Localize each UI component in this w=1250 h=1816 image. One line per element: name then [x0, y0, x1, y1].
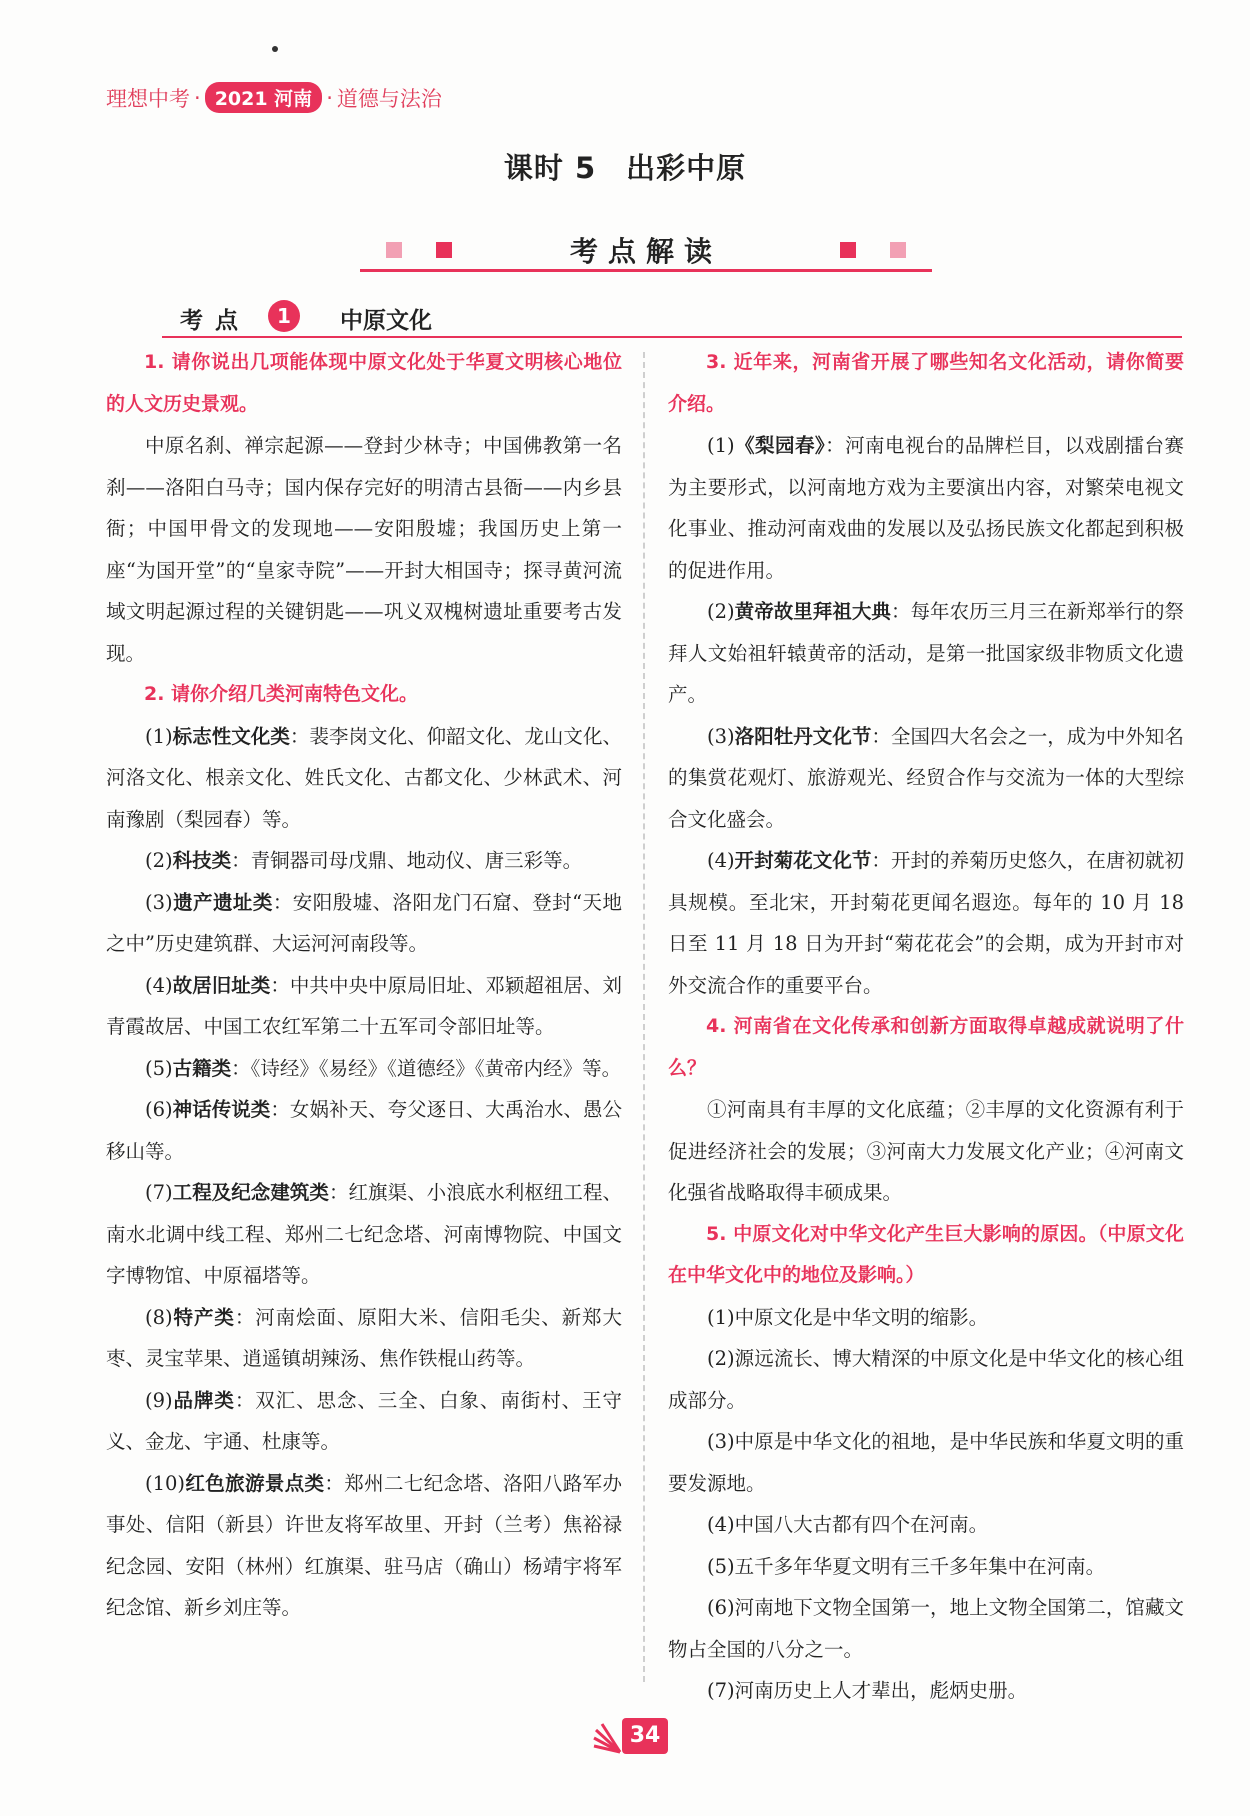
item-label: 红色旅游景点类 — [185, 1471, 325, 1495]
item-label: 工程及纪念建筑类 — [172, 1181, 329, 1204]
item-text: ：郑州二七纪念塔、洛阳八路军办事处、信阳（新县）许世友将军故里、开封（兰考）焦裕禄纪念园、安阳（林州）红旗渠、驻马店（确山）杨靖宇将军纪念馆、新乡刘庄等。 — [106, 1471, 622, 1619]
item-number: (1) — [707, 434, 735, 457]
page-number-box: 34 — [622, 1718, 668, 1754]
item-label: 遗产遗址类 — [172, 890, 273, 914]
decor-square — [840, 242, 856, 258]
list-item: (1)中原文化是中华文明的缩影。 — [707, 1305, 989, 1329]
question-2: 2. 请你介绍几类河南特色文化。 — [144, 683, 419, 705]
list-item — [106, 1380, 622, 1463]
answer-3-list — [668, 425, 1184, 1006]
list-item: (7)河南历史上人才辈出，彪炳史册。 — [707, 1679, 1028, 1702]
item-text: ：女娲补天、夸父逐日、大禹治水、愚公移山等。 — [106, 1098, 622, 1163]
item-text: ：河南电视台的品牌栏目，以戏剧擂台赛为主要形式，以河南地方戏为主要演出内容，对繁荣电视文化事业、推动河南戏曲的发展以及弘扬民族文化都起到积极的促进作用。 — [668, 434, 1184, 582]
item-label: 品牌类 — [172, 1388, 235, 1412]
item-number: (2) — [707, 600, 735, 623]
answer-5-list — [668, 1297, 1184, 1712]
item-number: (4) — [707, 849, 735, 872]
question-4: 4. 河南省在文化传承和创新方面取得卓越成就说明了什么？ — [668, 1015, 1184, 1079]
ink-dot — [272, 46, 278, 52]
list-item — [106, 1297, 622, 1380]
item-label: 科技类 — [172, 849, 232, 872]
item-number: (3) — [707, 724, 735, 748]
topic-label: 考点 — [180, 308, 250, 334]
separator: · — [326, 85, 333, 110]
item-label: 黄帝故里拜祖大典 — [734, 600, 891, 623]
topic-name: 中原文化 — [340, 308, 432, 334]
page-number — [592, 1714, 668, 1756]
edition-badge: 2021 河南 — [205, 82, 323, 113]
list-item — [106, 840, 622, 882]
left-column — [106, 342, 622, 1629]
right-column — [668, 342, 1184, 1712]
topic-underline — [162, 336, 1182, 338]
item-number: (3) — [145, 890, 173, 914]
item-label: 特产类 — [172, 1305, 235, 1329]
list-item: (5)五千多年华夏文明有三千多年集中在河南。 — [707, 1554, 1106, 1578]
item-text: ：青铜器司母戊鼎、地动仪、唐三彩等。 — [231, 849, 583, 872]
list-item — [106, 1172, 622, 1297]
item-text: ：裴李岗文化、仰韶文化、龙山文化、河洛文化、根亲文化、姓氏文化、古都文化、少林武术、河南豫剧（梨园春）等。 — [106, 724, 622, 831]
list-item — [668, 840, 1184, 1006]
decor-square — [890, 242, 906, 258]
separator: · — [194, 85, 201, 110]
item-number: (1) — [145, 724, 173, 748]
list-item — [668, 425, 1184, 591]
list-item — [106, 965, 622, 1048]
item-text: ：红旗渠、小浪底水利枢纽工程、南水北调中线工程、郑州二七纪念塔、河南博物院、中国文字博物馆、中原福塔等。 — [106, 1181, 622, 1287]
item-number: (5) — [145, 1056, 173, 1080]
list-item — [106, 1463, 622, 1629]
item-number: (10) — [145, 1471, 186, 1495]
subject-name: 道德与法治 — [336, 86, 442, 111]
list-item: (3)中原是中华文化的祖地，是中华民族和华夏文明的重要发源地。 — [668, 1430, 1184, 1495]
item-label: 古籍类 — [172, 1056, 232, 1080]
item-text: ：安阳殷墟、洛阳龙门石窟、登封“天地之中”历史建筑群、大运河河南段等。 — [106, 890, 622, 955]
item-label: 故居旧址类 — [172, 973, 271, 997]
topic-heading — [162, 298, 1182, 338]
list-item — [106, 1089, 622, 1172]
question-5: 5. 中原文化对中华文化产生巨大影响的原因。（中原文化在中华文化中的地位及影响。） — [668, 1222, 1184, 1286]
answer-1: 中原名刹、禅宗起源——登封少林寺；中国佛教第一名刹——洛阳白马寺；国内保存完好的明清古县衙——内乡县衙；中国甲骨文的发现地——安阳殷墟；我国历史上第一座“为国开堂”的“皇家寺院”——开封大相国寺；探寻黄河流域文明起源过程的关键钥匙——巩义双槐树遗址重要考古发现。 — [106, 434, 622, 665]
item-text: ：河南烩面、原阳大米、信阳毛尖、新郑大枣、灵宝苹果、逍遥镇胡辣汤、焦作铁棍山药等。 — [106, 1305, 622, 1370]
list-item — [106, 882, 622, 965]
item-label: 标志性文化类 — [172, 724, 290, 748]
list-item — [668, 716, 1184, 841]
item-number: (7) — [145, 1181, 173, 1204]
item-label: 神话传说类 — [172, 1098, 271, 1121]
item-number: (9) — [145, 1388, 173, 1412]
page-fan-icon — [592, 1720, 622, 1754]
item-text: ：每年农历三月三在新郑举行的祭拜人文始祖轩辕黄帝的活动，是第一批国家级非物质文化遗产。 — [668, 600, 1184, 706]
section-banner — [360, 228, 932, 272]
item-number: (2) — [145, 849, 173, 872]
list-item — [106, 1048, 622, 1090]
item-text: ：开封的养菊历史悠久，在唐初就初具规模。至北宋，开封菊花更闻名遐迩。每年的 10 月 18 日至 11 月 18 日为开封“菊花花会”的会期，成为开封市对外交流合作的重要平台。 — [668, 849, 1184, 997]
item-number: (6) — [145, 1098, 173, 1121]
item-text: ：《诗经》《易经》《道德经》《黄帝内经》等。 — [231, 1056, 622, 1080]
list-item — [668, 591, 1184, 716]
list-item: (4)中国八大古都有四个在河南。 — [707, 1513, 989, 1536]
question-1: 1. 请你说出几项能体现中原文化处于华夏文明核心地位的人文历史景观。 — [106, 351, 622, 415]
item-text: ：中共中央中原局旧址、邓颖超祖居、刘青霞故居、中国工农红军第二十五军司令部旧址等。 — [106, 973, 622, 1038]
lesson-title: 课时 5 出彩中原 — [503, 151, 747, 185]
item-text: ：全国四大名会之一，成为中外知名的集赏花观灯、旅游观光、经贸合作与交流为一体的大型综合文化盛会。 — [668, 724, 1184, 831]
banner-underline — [360, 269, 932, 272]
item-label: 《梨园春》 — [734, 434, 826, 457]
item-number: (8) — [145, 1305, 173, 1329]
answer-2-list — [106, 716, 622, 1629]
list-item: (6)河南地下文物全国第一，地上文物全国第二，馆藏文物占全国的八分之一。 — [668, 1596, 1184, 1661]
banner-title: 考点解读 — [569, 235, 722, 268]
item-label: 开封菊花文化节 — [734, 849, 872, 872]
question-3: 3. 近年来，河南省开展了哪些知名文化活动，请你简要介绍。 — [668, 351, 1184, 415]
list-item: (2)源远流长、博大精深的中原文化是中华文化的核心组成部分。 — [668, 1347, 1184, 1412]
list-item — [106, 716, 622, 841]
answer-4: ①河南具有丰厚的文化底蕴；②丰厚的文化资源有利于促进经济社会的发展；③河南大力发展文化产业；④河南文化强省战略取得丰硕成果。 — [668, 1098, 1184, 1204]
item-number: (4) — [145, 973, 173, 997]
item-text: ：双汇、思念、三全、白象、南街村、王守义、金龙、宇通、杜康等。 — [106, 1388, 622, 1453]
topic-number-badge: 1 — [268, 300, 300, 332]
column-divider — [643, 352, 645, 1682]
item-label: 洛阳牡丹文化节 — [734, 724, 872, 748]
running-header — [106, 82, 442, 113]
book-name: 理想中考 — [106, 86, 190, 111]
